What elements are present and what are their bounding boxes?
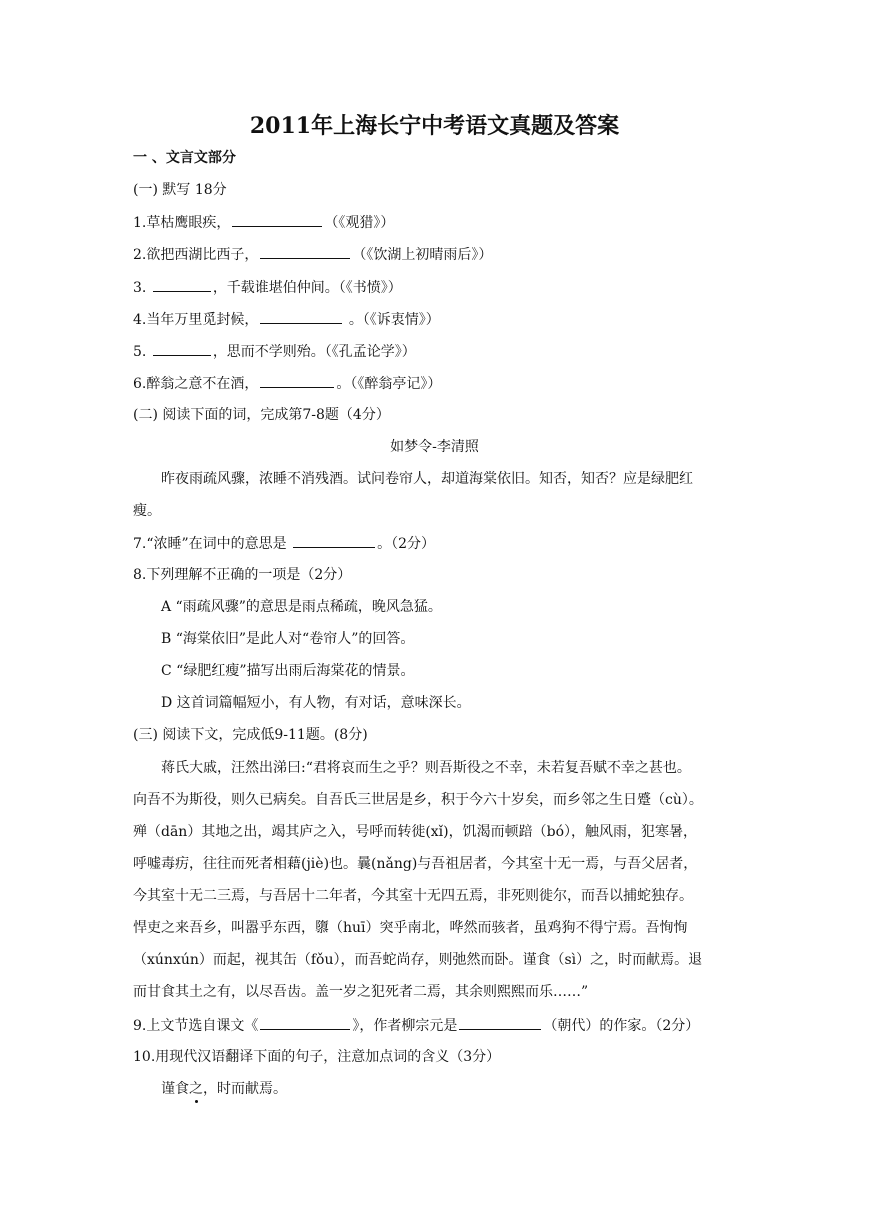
passage-line: （xúnxún）而起，视其缶（fǒu），而吾蛇尚存，则弛然而卧。谨食（sì）之，时而献焉。退 bbox=[133, 952, 703, 968]
answer-blank[interactable] bbox=[153, 277, 211, 292]
translation-sentence bbox=[161, 1079, 287, 1099]
option-c: C “绿肥红瘦”描写出雨后海棠花的情景。 bbox=[161, 663, 415, 679]
passage-line: 而甘食其土之有，以尽吾齿。盖一岁之犯死者二焉，其余则熙熙而乐……” bbox=[133, 984, 589, 1000]
q1-prefix: 1.草枯鹰眼疾， bbox=[133, 215, 231, 231]
q6-prefix: 6.醉翁之意不在酒， bbox=[133, 376, 259, 392]
question-4 bbox=[133, 309, 440, 330]
q4-suffix: 。（《诉衷情》） bbox=[348, 312, 440, 328]
q9-suffix: （朝代）的作家。（2分） bbox=[543, 1018, 700, 1034]
question-2 bbox=[133, 244, 492, 265]
document-title: 2011年上海长宁中考语文真题及答案 bbox=[249, 113, 620, 139]
question-6 bbox=[133, 373, 441, 394]
part3-heading: (三) 阅读下文，完成低9-11题。(8分) bbox=[133, 727, 368, 743]
question-9 bbox=[133, 1015, 699, 1036]
q1-suffix: （《观猎》） bbox=[324, 215, 395, 231]
section-heading: 一 、文言文部分 bbox=[133, 150, 236, 166]
poem-title: 如梦令-李清照 bbox=[390, 439, 479, 455]
poem-line: 昨夜雨疏风骤，浓睡不消残酒。试问卷帘人，却道海棠依旧。知否，知否？应是绿肥红 bbox=[161, 471, 693, 487]
passage-line: 殚（dān）其地之出，竭其庐之入，号呼而转徙(xǐ)，饥渴而顿踣（bó），触风雨，犯寒暑， bbox=[133, 824, 698, 840]
passage-line: 蒋氏大戚，汪然出涕曰:“君将哀而生之乎？则吾斯役之不幸，未若复吾赋不幸之甚也。 bbox=[161, 760, 691, 776]
answer-blank[interactable] bbox=[260, 309, 342, 324]
answer-blank[interactable] bbox=[459, 1015, 541, 1030]
question-1 bbox=[133, 212, 394, 233]
passage-line: 向吾不为斯役，则久已病矣。自吾氏三世居是乡，积于今六十岁矣，而乡邻之生日蹙（cù）。 bbox=[133, 792, 703, 808]
question-5 bbox=[133, 341, 416, 362]
answer-blank[interactable] bbox=[260, 244, 350, 259]
q7-prefix: 7.“浓睡”在词中的意思是 bbox=[133, 536, 287, 552]
sentence-part: ，时而献焉。 bbox=[203, 1081, 287, 1097]
poem-line: 瘦。 bbox=[133, 503, 161, 519]
question-7 bbox=[133, 533, 435, 554]
dotted-word: 之 bbox=[189, 1081, 203, 1097]
question-8: 8.下列理解不正确的一项是（2分） bbox=[133, 567, 352, 583]
question-3 bbox=[133, 277, 402, 298]
sentence-part: 谨食 bbox=[161, 1081, 189, 1097]
option-a: A “雨疏风骤”的意思是雨点稀疏，晚风急猛。 bbox=[161, 599, 442, 615]
part1-heading: (一) 默写 18分 bbox=[133, 182, 227, 198]
q3-prefix: 3. bbox=[133, 280, 147, 296]
option-b: B “海棠依旧”是此人对“卷帘人”的回答。 bbox=[161, 631, 415, 647]
q6-suffix: 。（《醉翁亭记》） bbox=[336, 376, 442, 392]
q3-suffix: ，千载谁堪伯仲间。（《书愤》） bbox=[212, 280, 402, 296]
passage-line: 悍吏之来吾乡，叫嚣乎东西，隳（huī）突乎南北，哗然而骇者，虽鸡狗不得宁焉。吾恂恂 bbox=[133, 920, 688, 936]
option-d: D 这首词篇幅短小，有人物，有对话，意味深长。 bbox=[161, 695, 471, 711]
part2-heading: (二) 阅读下面的词，完成第7-8题（4分） bbox=[133, 407, 390, 423]
answer-blank[interactable] bbox=[153, 341, 211, 356]
q9-prefix: 9.上文节选自课文《 bbox=[133, 1018, 259, 1034]
answer-blank[interactable] bbox=[260, 373, 334, 388]
q4-prefix: 4.当年万里觅封候， bbox=[133, 312, 259, 328]
passage-line: 呼嘘毒疠，往往而死者相藉(jiè)也。曩(nǎng)与吾祖居者，今其室十无一焉，与吾父居者， bbox=[133, 856, 698, 872]
passage-line: 今其室十无二三焉，与吾居十二年者，今其室十无四五焉，非死则徙尔，而吾以捕蛇独存。 bbox=[133, 888, 693, 904]
question-10: 10.用现代汉语翻译下面的句子，注意加点词的含义（3分） bbox=[133, 1049, 501, 1065]
answer-blank[interactable] bbox=[293, 533, 375, 548]
answer-blank[interactable] bbox=[232, 212, 322, 227]
answer-blank[interactable] bbox=[260, 1015, 350, 1030]
q9-middle: 》，作者柳宗元是 bbox=[352, 1018, 458, 1034]
q7-suffix: 。（2分） bbox=[377, 536, 436, 552]
q2-prefix: 2.欲把西湖比西子， bbox=[133, 247, 259, 263]
q5-suffix: ，思而不学则殆。（《孔孟论学》） bbox=[212, 344, 416, 360]
q2-suffix: （《饮湖上初晴雨后》） bbox=[352, 247, 493, 263]
q5-prefix: 5. bbox=[133, 344, 147, 360]
